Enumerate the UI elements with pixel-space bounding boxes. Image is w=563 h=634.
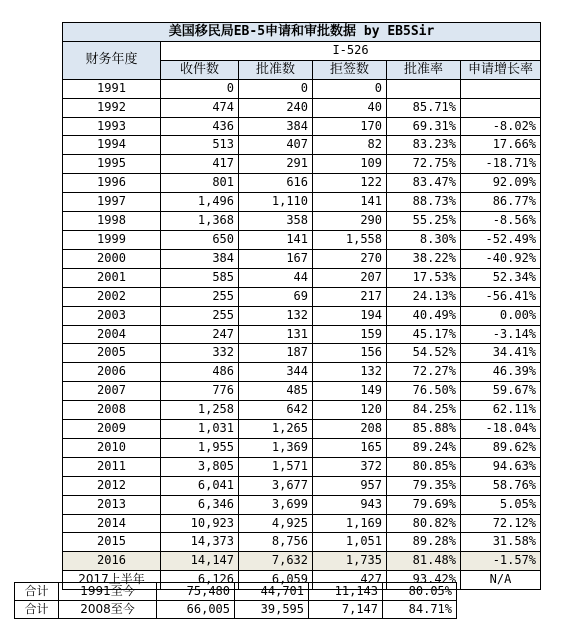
growth-rate-cell: 62.11% [461,401,541,420]
table-row [63,401,541,420]
received-column-header: 收件数 [161,60,239,79]
table-row [63,117,541,136]
approval-rate-cell: 79.69% [387,495,461,514]
totals-label-cell: 合计 [15,601,59,619]
approval-rate-cell: 88.73% [387,193,461,212]
approval-rate-cell: 79.35% [387,476,461,495]
totals-rate-cell: 84.71% [383,601,457,619]
denied-cell: 82 [313,136,387,155]
received-cell: 1,955 [161,438,239,457]
year-cell: 1995 [63,155,161,174]
totals-received-cell: 66,005 [157,601,235,619]
growth-rate-cell: 92.09% [461,174,541,193]
year-cell: 1992 [63,98,161,117]
approval-rate-cell: 83.23% [387,136,461,155]
totals-period-cell: 1991至今 [59,583,157,601]
received-cell: 474 [161,98,239,117]
table-row [63,382,541,401]
year-cell: 2005 [63,344,161,363]
growth-rate-cell: 31.58% [461,533,541,552]
denied-cell: 1,169 [313,514,387,533]
approved-cell: 1,369 [239,438,313,457]
table-row [63,212,541,231]
totals-denied-cell: 11,143 [309,583,383,601]
approval-rate-cell: 24.13% [387,287,461,306]
table-row [63,363,541,382]
approved-cell: 1,110 [239,193,313,212]
approval-rate-cell: 8.30% [387,230,461,249]
approval-rate-cell: 83.47% [387,174,461,193]
growth-rate-column-header: 申请增长率 [461,60,541,79]
approved-cell: 0 [239,79,313,98]
denied-cell: 141 [313,193,387,212]
received-cell: 1,031 [161,420,239,439]
approval-rate-cell: 45.17% [387,325,461,344]
received-cell: 14,147 [161,552,239,571]
table-row [63,249,541,268]
approval-rate-cell: 93.42% [387,571,461,590]
table-row [63,533,541,552]
approval-rate-cell: 89.24% [387,438,461,457]
approved-cell: 187 [239,344,313,363]
received-cell: 0 [161,79,239,98]
year-cell: 2013 [63,495,161,514]
approved-cell: 141 [239,230,313,249]
approved-cell: 7,632 [239,552,313,571]
table-row [63,136,541,155]
year-cell: 2000 [63,249,161,268]
approved-cell: 167 [239,249,313,268]
received-cell: 255 [161,306,239,325]
year-cell: 2008 [63,401,161,420]
growth-rate-cell [461,98,541,117]
growth-rate-cell: 94.63% [461,457,541,476]
approval-rate-cell: 38.22% [387,249,461,268]
growth-rate-cell: 46.39% [461,363,541,382]
totals-row [15,583,457,601]
table-title-row [63,23,541,42]
approval-rate-cell: 55.25% [387,212,461,231]
year-cell: 1999 [63,230,161,249]
year-cell: 2007 [63,382,161,401]
received-cell: 247 [161,325,239,344]
denied-cell: 290 [313,212,387,231]
approved-cell: 642 [239,401,313,420]
totals-received-cell: 75,480 [157,583,235,601]
year-cell: 2012 [63,476,161,495]
approval-rate-cell: 76.50% [387,382,461,401]
denied-column-header: 拒签数 [313,60,387,79]
approved-cell: 485 [239,382,313,401]
denied-cell: 208 [313,420,387,439]
year-cell: 1994 [63,136,161,155]
year-cell: 2011 [63,457,161,476]
received-cell: 417 [161,155,239,174]
totals-rate-cell: 80.05% [383,583,457,601]
approved-cell: 240 [239,98,313,117]
received-cell: 3,805 [161,457,239,476]
approved-cell: 132 [239,306,313,325]
denied-cell: 427 [313,571,387,590]
approved-cell: 384 [239,117,313,136]
table-row [63,495,541,514]
denied-cell: 40 [313,98,387,117]
year-cell: 1997 [63,193,161,212]
growth-rate-cell: -52.49% [461,230,541,249]
received-cell: 1,496 [161,193,239,212]
i526-group-header: I-526 [161,41,541,60]
totals-table [14,582,457,619]
received-cell: 650 [161,230,239,249]
approval-rate-cell: 72.75% [387,155,461,174]
received-cell: 384 [161,249,239,268]
received-cell: 585 [161,268,239,287]
year-cell: 2016 [63,552,161,571]
table-row [63,155,541,174]
table-row [63,174,541,193]
received-cell: 776 [161,382,239,401]
year-cell: 1998 [63,212,161,231]
totals-row [15,601,457,619]
received-cell: 14,373 [161,533,239,552]
growth-rate-cell: -18.04% [461,420,541,439]
received-cell: 1,258 [161,401,239,420]
table-row [63,514,541,533]
received-cell: 436 [161,117,239,136]
year-column-header: 财务年度 [63,41,161,79]
approved-cell: 44 [239,268,313,287]
approved-cell: 6,059 [239,571,313,590]
year-cell: 2015 [63,533,161,552]
growth-rate-cell: -1.57% [461,552,541,571]
growth-rate-cell: 34.41% [461,344,541,363]
approval-rate-cell [387,79,461,98]
year-cell: 2009 [63,420,161,439]
totals-label-cell: 合计 [15,583,59,601]
growth-rate-cell: 17.66% [461,136,541,155]
approved-cell: 131 [239,325,313,344]
approved-cell: 8,756 [239,533,313,552]
approval-rate-cell: 81.48% [387,552,461,571]
received-cell: 10,923 [161,514,239,533]
approved-column-header: 批准数 [239,60,313,79]
denied-cell: 1,735 [313,552,387,571]
growth-rate-cell: 0.00% [461,306,541,325]
denied-cell: 957 [313,476,387,495]
table-row [63,438,541,457]
growth-rate-cell: -3.14% [461,325,541,344]
received-cell: 513 [161,136,239,155]
growth-rate-cell: -56.41% [461,287,541,306]
table-row [63,98,541,117]
growth-rate-cell: N/A [461,571,541,590]
denied-cell: 122 [313,174,387,193]
received-cell: 801 [161,174,239,193]
approved-cell: 4,925 [239,514,313,533]
approval-rate-cell: 72.27% [387,363,461,382]
year-cell: 2003 [63,306,161,325]
denied-cell: 207 [313,268,387,287]
table-row [63,325,541,344]
growth-rate-cell: 5.05% [461,495,541,514]
table-row [63,552,541,571]
denied-cell: 170 [313,117,387,136]
year-cell: 1993 [63,117,161,136]
denied-cell: 109 [313,155,387,174]
received-cell: 486 [161,363,239,382]
approval-rate-cell: 54.52% [387,344,461,363]
growth-rate-cell [461,79,541,98]
growth-rate-cell: 59.67% [461,382,541,401]
approved-cell: 3,677 [239,476,313,495]
denied-cell: 0 [313,79,387,98]
approval-rate-cell: 69.31% [387,117,461,136]
year-cell: 2002 [63,287,161,306]
growth-rate-cell: 58.76% [461,476,541,495]
totals-denied-cell: 7,147 [309,601,383,619]
denied-cell: 165 [313,438,387,457]
table-row [63,230,541,249]
received-cell: 255 [161,287,239,306]
growth-rate-cell: 72.12% [461,514,541,533]
approved-cell: 1,265 [239,420,313,439]
approved-cell: 69 [239,287,313,306]
denied-cell: 149 [313,382,387,401]
growth-rate-cell: 89.62% [461,438,541,457]
denied-cell: 372 [313,457,387,476]
denied-cell: 217 [313,287,387,306]
approval-rate-cell: 89.28% [387,533,461,552]
table-row [63,420,541,439]
approval-rate-cell: 40.49% [387,306,461,325]
eb5-data-table [62,22,541,590]
approved-cell: 291 [239,155,313,174]
received-cell: 6,041 [161,476,239,495]
year-cell: 2017上半年 [63,571,161,590]
denied-cell: 120 [313,401,387,420]
table-row [63,306,541,325]
year-cell: 2001 [63,268,161,287]
table-row [63,344,541,363]
denied-cell: 1,558 [313,230,387,249]
received-cell: 6,126 [161,571,239,590]
denied-cell: 1,051 [313,533,387,552]
growth-rate-cell: 52.34% [461,268,541,287]
approval-rate-cell: 84.25% [387,401,461,420]
growth-rate-cell: 86.77% [461,193,541,212]
totals-approved-cell: 44,701 [235,583,309,601]
approval-rate-column-header: 批准率 [387,60,461,79]
approval-rate-cell: 80.85% [387,457,461,476]
growth-rate-cell: -18.71% [461,155,541,174]
table-row [63,79,541,98]
approval-rate-cell: 85.71% [387,98,461,117]
approved-cell: 358 [239,212,313,231]
approved-cell: 1,571 [239,457,313,476]
received-cell: 332 [161,344,239,363]
year-cell: 2006 [63,363,161,382]
growth-rate-cell: -8.02% [461,117,541,136]
table-row [63,193,541,212]
table-row [63,287,541,306]
year-cell: 1991 [63,79,161,98]
approval-rate-cell: 85.88% [387,420,461,439]
totals-period-cell: 2008至今 [59,601,157,619]
denied-cell: 159 [313,325,387,344]
table-row [63,476,541,495]
approval-rate-cell: 80.82% [387,514,461,533]
received-cell: 6,346 [161,495,239,514]
year-cell: 2004 [63,325,161,344]
year-cell: 2010 [63,438,161,457]
table-row [63,457,541,476]
approved-cell: 3,699 [239,495,313,514]
denied-cell: 132 [313,363,387,382]
growth-rate-cell: -40.92% [461,249,541,268]
group-header-row [63,41,541,60]
approved-cell: 407 [239,136,313,155]
approved-cell: 616 [239,174,313,193]
totals-approved-cell: 39,595 [235,601,309,619]
denied-cell: 943 [313,495,387,514]
denied-cell: 270 [313,249,387,268]
table-title: 美国移民局EB-5申请和审批数据 by EB5Sir [63,23,541,42]
year-cell: 2014 [63,514,161,533]
approved-cell: 344 [239,363,313,382]
year-cell: 1996 [63,174,161,193]
growth-rate-cell: -8.56% [461,212,541,231]
received-cell: 1,368 [161,212,239,231]
denied-cell: 156 [313,344,387,363]
approval-rate-cell: 17.53% [387,268,461,287]
denied-cell: 194 [313,306,387,325]
table-row [63,268,541,287]
